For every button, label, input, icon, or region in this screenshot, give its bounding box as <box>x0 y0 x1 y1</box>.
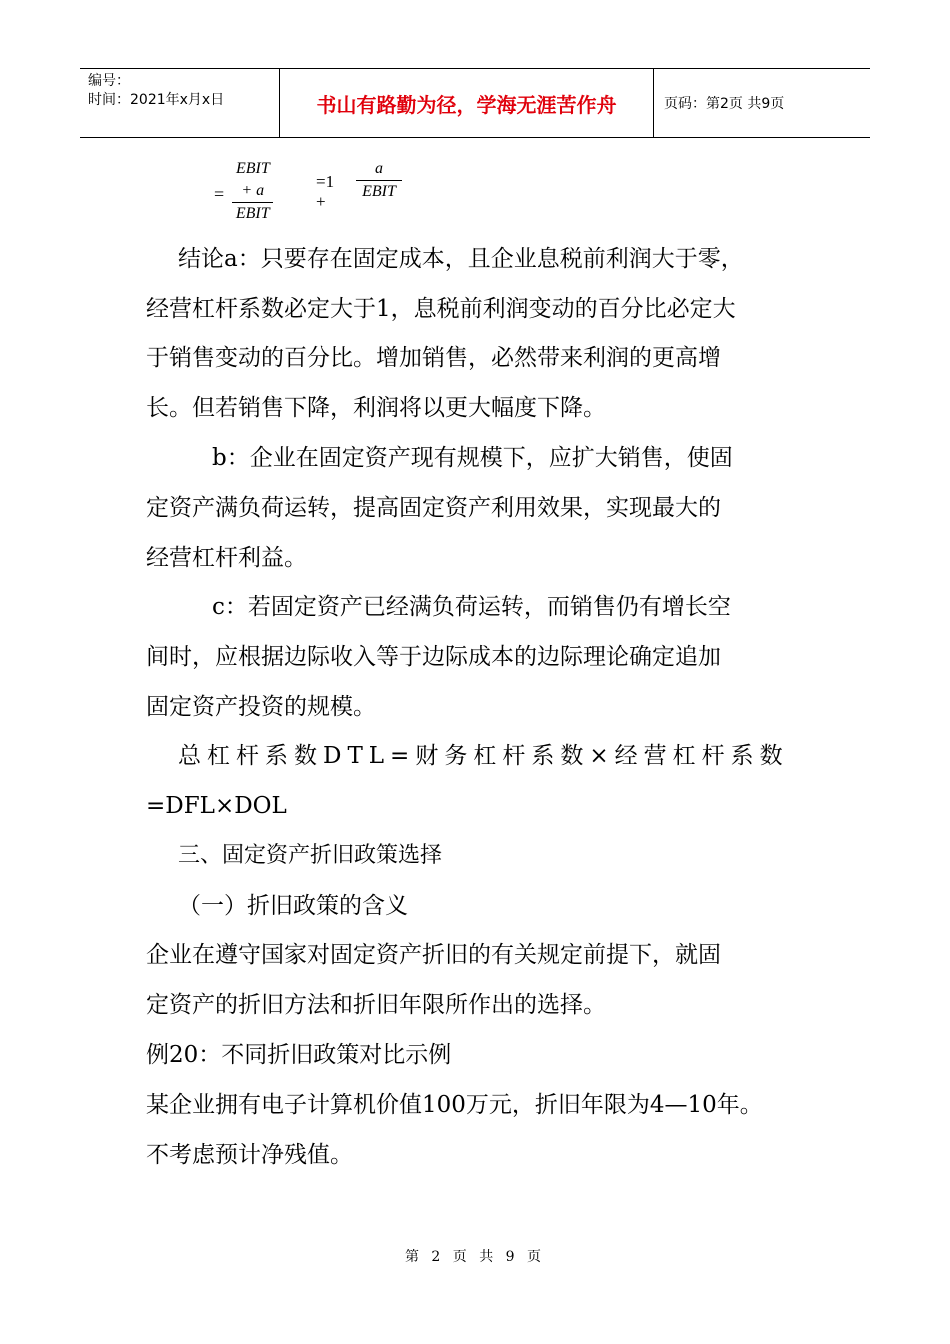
formula-fraction-1 <box>232 158 273 225</box>
header-number-label: 编号： <box>88 73 130 89</box>
section-heading: 三、固定资产折旧政策选择 <box>178 843 443 868</box>
formula-fraction-1-denominator: EBIT <box>235 205 270 222</box>
body-line: 长。但若销售下降，利润将以更大幅度下降。 <box>146 395 606 421</box>
page-header <box>80 68 870 138</box>
body-line: 某企业拥有电子计算机价值100万元，折旧年限为4—10年。 <box>146 1092 763 1118</box>
formula-lead-equals: = <box>214 184 225 204</box>
body-line: =DFL×DOL <box>146 793 287 819</box>
body-line: 总杠杆系数DTL=财务杠杆系数×经营杠杆系数 <box>178 743 789 769</box>
header-meta <box>80 69 280 137</box>
body-line: 间时，应根据边际收入等于边际成本的边际理论确定追加 <box>146 644 721 670</box>
body-line: c：若固定资产已经满负荷运转，而销售仍有增长空 <box>212 594 731 620</box>
header-motto: 书山有路勤为径，学海无涯苦作舟 <box>280 69 654 137</box>
formula-fraction-2 <box>356 158 402 203</box>
body-line: 企业在遵守国家对固定资产折旧的有关规定前提下，就固 <box>146 942 721 968</box>
header-page-label: 页码：第2页 共9页 <box>664 96 785 112</box>
formula-fraction-2-denominator: EBIT <box>362 183 396 200</box>
formula-fraction-1-numerator: EBIT + a <box>232 158 273 203</box>
body-line: 经营杠杆系数必定大于1，息税前利润变动的百分比必定大 <box>146 296 736 322</box>
body-line: 于销售变动的百分比。增加销售，必然带来利润的更高增 <box>146 345 721 371</box>
subsection-heading: （一）折旧政策的含义 <box>178 893 408 919</box>
body-line: b：企业在固定资产现有规模下，应扩大销售，使固 <box>212 445 733 471</box>
header-time-label: 时间：2021年x月x日 <box>88 92 225 108</box>
body-line: 结论a：只要存在固定成本，且企业息税前利润大于零， <box>178 246 744 272</box>
body-line: 定资产的折旧方法和折旧年限所作出的选择。 <box>146 992 606 1018</box>
formula-middle: =1 + <box>316 172 335 211</box>
body-line: 固定资产投资的规模。 <box>146 694 376 720</box>
page-footer: 第 2 页 共 9 页 <box>404 1249 546 1265</box>
body-line: 定资产满负荷运转，提高固定资产利用效果，实现最大的 <box>146 495 721 521</box>
body-line: 不考虑预计净残值。 <box>146 1142 353 1168</box>
formula-fraction-2-numerator: a <box>356 158 402 181</box>
body-line: 经营杠杆利益。 <box>146 545 307 571</box>
example-title: 例20：不同折旧政策对比示例 <box>146 1042 452 1068</box>
